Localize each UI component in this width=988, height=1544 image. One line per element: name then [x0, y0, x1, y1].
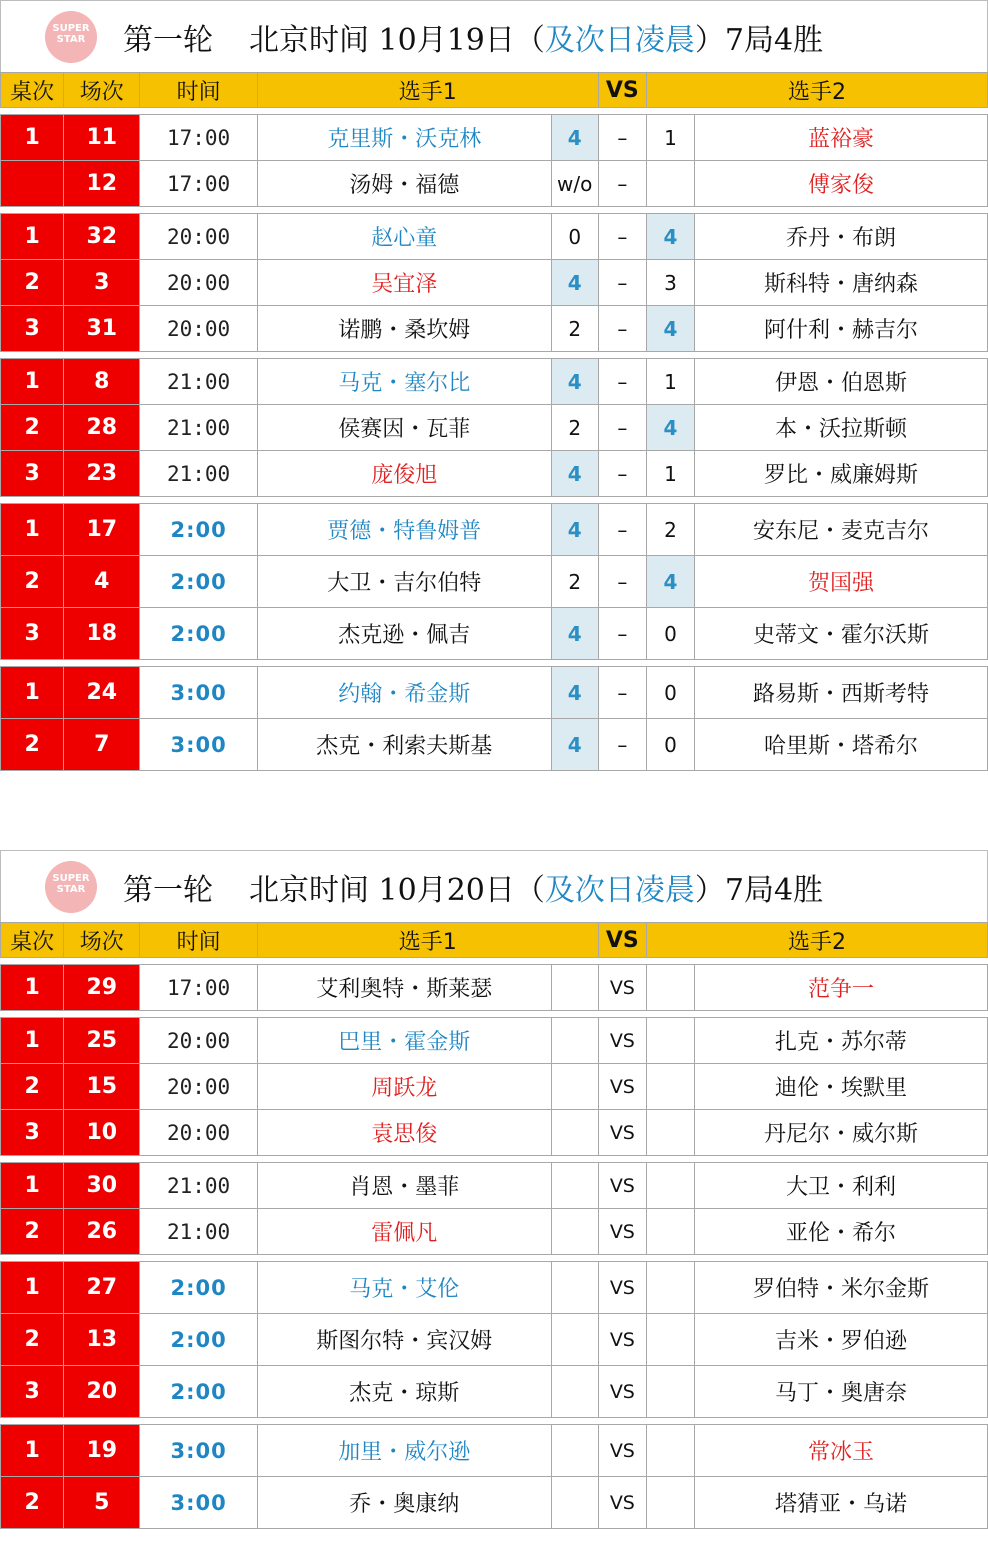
score-separator: VS — [598, 1425, 646, 1477]
table-number: 1 — [1, 1425, 64, 1477]
player1-score: 4 — [551, 260, 598, 306]
player2-score: 0 — [646, 719, 694, 771]
player1-name: 诺鹏・桑坎姆 — [257, 306, 551, 352]
group-separator-cell — [1, 660, 988, 667]
player2-name: 大卫・利利 — [695, 1163, 988, 1209]
player1-score: 4 — [551, 115, 598, 161]
player1-name: 马克・艾伦 — [257, 1262, 551, 1314]
table-number: 1 — [1, 1262, 64, 1314]
match-row — [1, 405, 988, 451]
match-number: 23 — [64, 451, 140, 497]
match-row — [1, 306, 988, 352]
group-separator — [1, 660, 988, 667]
player2-name: 伊恩・伯恩斯 — [695, 359, 988, 405]
score-separator: – — [598, 214, 646, 260]
player1-name: 杰克・琼斯 — [257, 1366, 551, 1418]
match-time: 20:00 — [140, 260, 257, 306]
score-separator: – — [598, 359, 646, 405]
player2-name: 丹尼尔・威尔斯 — [695, 1110, 988, 1156]
match-time: 17:00 — [140, 161, 257, 207]
match-time: 17:00 — [140, 965, 257, 1011]
player1-score: w/o — [551, 161, 598, 207]
score-separator: VS — [598, 1064, 646, 1110]
match-number: 7 — [64, 719, 140, 771]
group-separator — [1, 352, 988, 359]
group-separator-cell — [1, 1418, 988, 1425]
player1-name: 加里・威尔逊 — [257, 1425, 551, 1477]
match-time: 21:00 — [140, 451, 257, 497]
match-time: 2:00 — [140, 1314, 257, 1366]
player2-score: 0 — [646, 667, 694, 719]
match-number: 30 — [64, 1163, 140, 1209]
match-time: 3:00 — [140, 1477, 257, 1529]
match-number: 27 — [64, 1262, 140, 1314]
match-row — [1, 1477, 988, 1529]
score-separator: – — [598, 115, 646, 161]
player1-score — [551, 1110, 598, 1156]
player1-name: 马克・塞尔比 — [257, 359, 551, 405]
match-number: 19 — [64, 1425, 140, 1477]
player1-score — [551, 1262, 598, 1314]
table-number: 1 — [1, 359, 64, 405]
player1-score: 2 — [551, 405, 598, 451]
score-separator: – — [598, 667, 646, 719]
match-number: 4 — [64, 556, 140, 608]
player1-name: 袁思俊 — [257, 1110, 551, 1156]
table-number: 2 — [1, 1209, 64, 1255]
match-row — [1, 1262, 988, 1314]
player2-score — [646, 1477, 694, 1529]
match-time: 3:00 — [140, 1425, 257, 1477]
player1-score — [551, 1064, 598, 1110]
table-number: 3 — [1, 451, 64, 497]
match-row — [1, 1018, 988, 1064]
table-number: 2 — [1, 1064, 64, 1110]
player2-score — [646, 1064, 694, 1110]
group-separator — [1, 1011, 988, 1018]
match-time: 20:00 — [140, 1064, 257, 1110]
player1-score — [551, 1314, 598, 1366]
match-row — [1, 161, 988, 207]
col-header-player1: 选手1 — [257, 73, 598, 108]
match-number: 20 — [64, 1366, 140, 1418]
superstar-logo: SUPER STAR — [45, 11, 97, 63]
player2-score — [646, 161, 694, 207]
player2-score — [646, 1314, 694, 1366]
player1-name: 赵心童 — [257, 214, 551, 260]
score-separator: VS — [598, 965, 646, 1011]
match-row — [1, 451, 988, 497]
player2-score — [646, 1425, 694, 1477]
player2-name: 常冰玉 — [695, 1425, 988, 1477]
group-separator — [1, 207, 988, 214]
table-number: 3 — [1, 1110, 64, 1156]
match-time: 21:00 — [140, 359, 257, 405]
score-separator: VS — [598, 1477, 646, 1529]
player1-name: 侯赛因・瓦菲 — [257, 405, 551, 451]
player2-name: 扎克・苏尔蒂 — [695, 1018, 988, 1064]
player2-name: 哈里斯・塔希尔 — [695, 719, 988, 771]
player1-score: 0 — [551, 214, 598, 260]
player1-score: 4 — [551, 719, 598, 771]
match-number: 12 — [64, 161, 140, 207]
score-separator: VS — [598, 1366, 646, 1418]
col-header-player1: 选手1 — [257, 923, 598, 958]
table-number: 1 — [1, 965, 64, 1011]
player2-score: 1 — [646, 451, 694, 497]
header-row — [1, 73, 988, 108]
col-header-time: 时间 — [140, 73, 257, 108]
player1-score — [551, 1366, 598, 1418]
table-number: 2 — [1, 405, 64, 451]
score-separator: – — [598, 608, 646, 660]
player1-score: 4 — [551, 608, 598, 660]
player1-name: 杰克逊・佩吉 — [257, 608, 551, 660]
player1-name: 杰克・利索夫斯基 — [257, 719, 551, 771]
match-time: 20:00 — [140, 1110, 257, 1156]
match-row — [1, 556, 988, 608]
score-separator: – — [598, 405, 646, 451]
score-separator: – — [598, 451, 646, 497]
player2-name: 傅家俊 — [695, 161, 988, 207]
group-separator-cell — [1, 497, 988, 504]
player2-score: 2 — [646, 504, 694, 556]
match-row — [1, 608, 988, 660]
match-time: 17:00 — [140, 115, 257, 161]
match-number: 13 — [64, 1314, 140, 1366]
match-number: 5 — [64, 1477, 140, 1529]
match-number: 26 — [64, 1209, 140, 1255]
player1-score — [551, 1477, 598, 1529]
match-row — [1, 719, 988, 771]
player1-score: 4 — [551, 667, 598, 719]
player2-name: 贺国强 — [695, 556, 988, 608]
player2-score: 4 — [646, 306, 694, 352]
match-number: 17 — [64, 504, 140, 556]
match-number: 8 — [64, 359, 140, 405]
match-number: 15 — [64, 1064, 140, 1110]
player2-score: 1 — [646, 115, 694, 161]
player2-score — [646, 965, 694, 1011]
match-row — [1, 667, 988, 719]
score-separator: – — [598, 556, 646, 608]
table-number: 1 — [1, 1163, 64, 1209]
match-row — [1, 1314, 988, 1366]
title-bar — [0, 0, 988, 72]
table-number: 1 — [1, 504, 64, 556]
match-time: 21:00 — [140, 1209, 257, 1255]
match-table — [0, 922, 988, 1529]
match-number: 18 — [64, 608, 140, 660]
match-table — [0, 72, 988, 771]
player1-score — [551, 965, 598, 1011]
player2-name: 罗伯特・米尔金斯 — [695, 1262, 988, 1314]
col-header-time: 时间 — [140, 923, 257, 958]
player2-score — [646, 1262, 694, 1314]
match-row — [1, 1209, 988, 1255]
player1-score — [551, 1163, 598, 1209]
superstar-logo: SUPER STAR — [45, 861, 97, 913]
player2-name: 范争一 — [695, 965, 988, 1011]
col-header-match: 场次 — [64, 73, 140, 108]
match-row — [1, 504, 988, 556]
player1-name: 艾利奥特・斯莱瑟 — [257, 965, 551, 1011]
player1-name: 周跃龙 — [257, 1064, 551, 1110]
match-row — [1, 260, 988, 306]
player2-name: 斯科特・唐纳森 — [695, 260, 988, 306]
player2-name: 吉米・罗伯逊 — [695, 1314, 988, 1366]
table-number: 1 — [1, 115, 64, 161]
player2-name: 阿什利・赫吉尔 — [695, 306, 988, 352]
col-header-player2: 选手2 — [646, 73, 987, 108]
match-number: 32 — [64, 214, 140, 260]
match-row — [1, 359, 988, 405]
group-separator-cell — [1, 1255, 988, 1262]
player1-name: 巴里・霍金斯 — [257, 1018, 551, 1064]
match-row — [1, 965, 988, 1011]
match-time: 21:00 — [140, 1163, 257, 1209]
player1-score: 4 — [551, 359, 598, 405]
player1-score — [551, 1425, 598, 1477]
match-time: 20:00 — [140, 1018, 257, 1064]
score-separator: – — [598, 719, 646, 771]
player2-score: 4 — [646, 214, 694, 260]
group-separator-cell — [1, 1011, 988, 1018]
player2-score — [646, 1018, 694, 1064]
player2-score: 4 — [646, 405, 694, 451]
match-time: 3:00 — [140, 719, 257, 771]
table-number: 1 — [1, 1018, 64, 1064]
match-time: 3:00 — [140, 667, 257, 719]
col-header-table: 桌次 — [1, 923, 64, 958]
player2-name: 马丁・奥唐奈 — [695, 1366, 988, 1418]
player1-name: 庞俊旭 — [257, 451, 551, 497]
group-separator-cell — [1, 1156, 988, 1163]
score-separator: VS — [598, 1018, 646, 1064]
player1-name: 肖恩・墨菲 — [257, 1163, 551, 1209]
table-number: 1 — [1, 214, 64, 260]
group-separator — [1, 1418, 988, 1425]
schedule-title: 第一轮 北京时间 10月20日（及次日凌晨）7局4胜 — [123, 873, 824, 908]
col-header-table: 桌次 — [1, 73, 64, 108]
match-time: 2:00 — [140, 608, 257, 660]
match-number: 24 — [64, 667, 140, 719]
match-row — [1, 1366, 988, 1418]
player1-name: 斯图尔特・宾汉姆 — [257, 1314, 551, 1366]
player2-name: 罗比・威廉姆斯 — [695, 451, 988, 497]
player2-name: 乔丹・布朗 — [695, 214, 988, 260]
match-time: 2:00 — [140, 1262, 257, 1314]
player2-score: 3 — [646, 260, 694, 306]
match-time: 2:00 — [140, 1366, 257, 1418]
score-separator: VS — [598, 1163, 646, 1209]
match-number: 11 — [64, 115, 140, 161]
group-separator — [1, 108, 988, 115]
score-separator: – — [598, 260, 646, 306]
player2-name: 本・沃拉斯顿 — [695, 405, 988, 451]
match-number: 29 — [64, 965, 140, 1011]
player2-score — [646, 1163, 694, 1209]
schedule-day1 — [0, 0, 988, 771]
table-number — [1, 161, 64, 207]
match-row — [1, 1110, 988, 1156]
score-separator: – — [598, 161, 646, 207]
player2-score: 0 — [646, 608, 694, 660]
player1-score: 4 — [551, 451, 598, 497]
col-header-vs: VS — [598, 923, 646, 958]
group-separator — [1, 958, 988, 965]
match-number: 10 — [64, 1110, 140, 1156]
group-separator-cell — [1, 108, 988, 115]
player1-score: 2 — [551, 556, 598, 608]
group-separator — [1, 497, 988, 504]
player1-score — [551, 1209, 598, 1255]
group-separator-cell — [1, 207, 988, 214]
player1-name: 吴宜泽 — [257, 260, 551, 306]
table-number: 1 — [1, 667, 64, 719]
table-number: 2 — [1, 719, 64, 771]
col-header-player2: 选手2 — [646, 923, 987, 958]
header-row — [1, 923, 988, 958]
player1-score: 4 — [551, 504, 598, 556]
group-separator — [1, 1255, 988, 1262]
player2-name: 安东尼・麦克吉尔 — [695, 504, 988, 556]
score-separator: – — [598, 504, 646, 556]
match-time: 20:00 — [140, 306, 257, 352]
match-row — [1, 115, 988, 161]
score-separator: VS — [598, 1314, 646, 1366]
player1-name: 汤姆・福德 — [257, 161, 551, 207]
table-number: 2 — [1, 260, 64, 306]
player2-score — [646, 1209, 694, 1255]
player2-score: 4 — [646, 556, 694, 608]
score-separator: VS — [598, 1262, 646, 1314]
match-number: 25 — [64, 1018, 140, 1064]
score-separator: VS — [598, 1110, 646, 1156]
schedule-title: 第一轮 北京时间 10月19日（及次日凌晨）7局4胜 — [123, 23, 824, 58]
match-row — [1, 1425, 988, 1477]
table-number: 2 — [1, 1477, 64, 1529]
player1-name: 克里斯・沃克林 — [257, 115, 551, 161]
table-number: 2 — [1, 1314, 64, 1366]
match-number: 28 — [64, 405, 140, 451]
score-separator: – — [598, 306, 646, 352]
player2-name: 路易斯・西斯考特 — [695, 667, 988, 719]
player2-name: 史蒂文・霍尔沃斯 — [695, 608, 988, 660]
schedule-day2 — [0, 850, 988, 1529]
col-header-match: 场次 — [64, 923, 140, 958]
match-time: 21:00 — [140, 405, 257, 451]
title-bar — [0, 850, 988, 922]
col-header-vs: VS — [598, 73, 646, 108]
player2-score — [646, 1366, 694, 1418]
table-number: 3 — [1, 608, 64, 660]
player1-name: 约翰・希金斯 — [257, 667, 551, 719]
match-time: 2:00 — [140, 556, 257, 608]
group-separator — [1, 1156, 988, 1163]
match-number: 31 — [64, 306, 140, 352]
player1-name: 乔・奥康纳 — [257, 1477, 551, 1529]
score-separator: VS — [598, 1209, 646, 1255]
table-number: 3 — [1, 306, 64, 352]
player2-name: 塔猜亚・乌诺 — [695, 1477, 988, 1529]
table-number: 3 — [1, 1366, 64, 1418]
player1-name: 大卫・吉尔伯特 — [257, 556, 551, 608]
match-time: 2:00 — [140, 504, 257, 556]
player1-score: 2 — [551, 306, 598, 352]
player2-name: 迪伦・埃默里 — [695, 1064, 988, 1110]
player1-name: 贾德・特鲁姆普 — [257, 504, 551, 556]
match-time: 20:00 — [140, 214, 257, 260]
match-row — [1, 1163, 988, 1209]
player2-score: 1 — [646, 359, 694, 405]
group-separator-cell — [1, 958, 988, 965]
player2-name: 亚伦・希尔 — [695, 1209, 988, 1255]
player1-name: 雷佩凡 — [257, 1209, 551, 1255]
group-separator-cell — [1, 352, 988, 359]
player2-score — [646, 1110, 694, 1156]
table-number: 2 — [1, 556, 64, 608]
player2-name: 蓝裕豪 — [695, 115, 988, 161]
player1-score — [551, 1018, 598, 1064]
match-number: 3 — [64, 260, 140, 306]
match-row — [1, 1064, 988, 1110]
match-row — [1, 214, 988, 260]
